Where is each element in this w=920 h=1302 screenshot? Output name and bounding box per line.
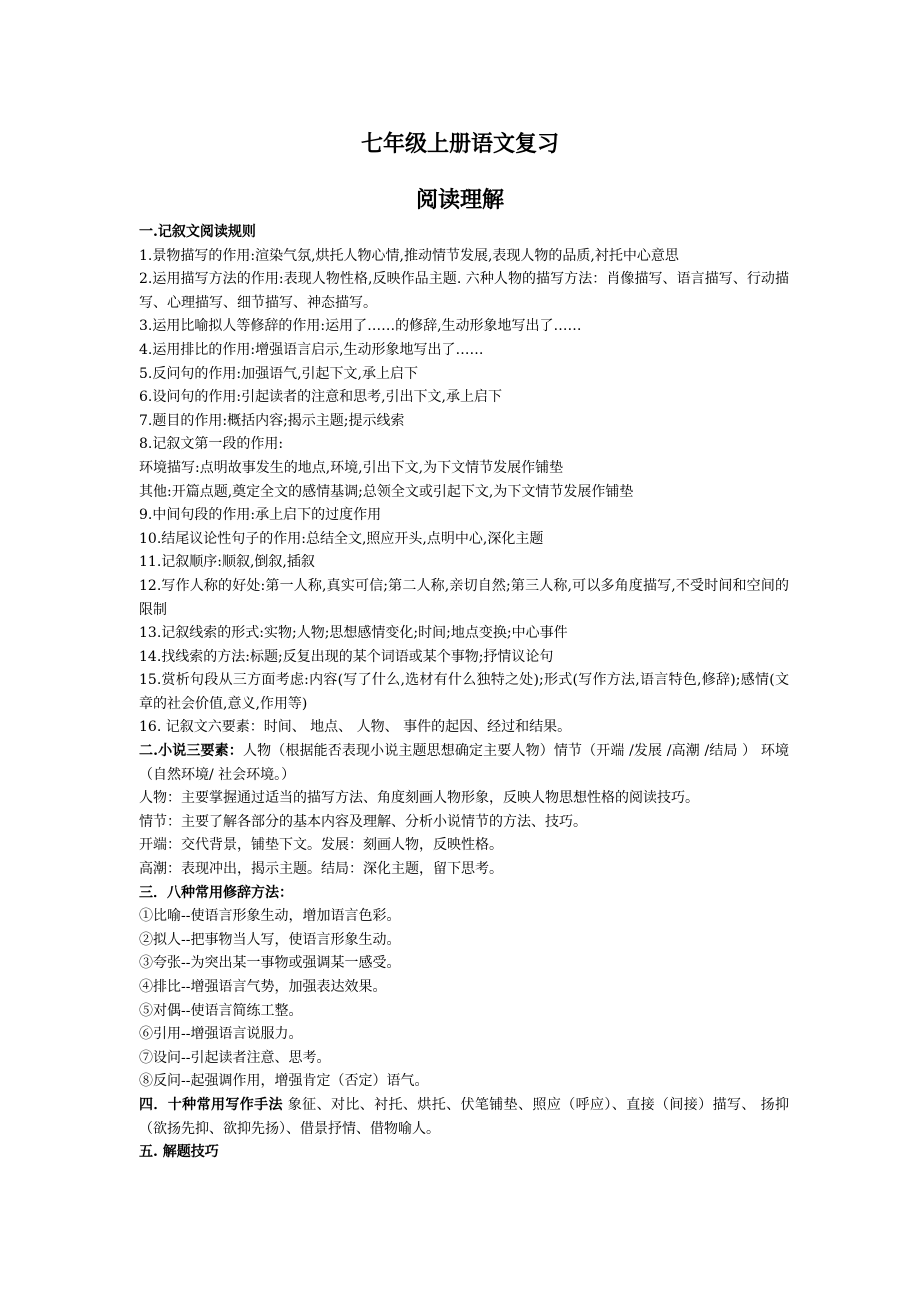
list-item: 11.记叙顺序:顺叙,倒叙,插叙	[139, 554, 315, 571]
list-item: ⑤对偶--使语言简练工整。	[139, 1002, 303, 1019]
list-item: 16. 记叙文六要素：时间、 地点、 人物、 事件的起因、经过和结果。	[139, 719, 572, 736]
list-item: ⑧反问--起强调作用，增强肯定（否定）语气。	[139, 1073, 429, 1090]
list-item: ⑦设问--引起读者注意、思考。	[139, 1049, 331, 1066]
list-item: ④排比--增强语言气势，加强表达效果。	[139, 979, 387, 995]
list-item: 情节：主要了解各部分的基本内容及理解、分析小说情节的方法、技巧。	[139, 813, 587, 830]
section-heading-rest: 人物（根据能否表现小说主题思想确定主要人物）情节（开端 /发展 /高潮 /结局 ） 环境（自然环境/ 社会环境。）	[139, 743, 790, 783]
section-heading-rhetoric: 三．八种常用修辞方法：	[139, 884, 293, 901]
list-item: 8.记叙文第一段的作用:	[139, 436, 284, 453]
list-item: 9.中间句段的作用:承上启下的过度作用	[139, 507, 382, 524]
section-heading-narrative-rules: 一.记叙文阅读规则	[139, 224, 256, 240]
list-item: 6.设问句的作用:引起读者的注意和思考,引出下文,承上启下	[139, 389, 502, 406]
list-item: 开端：交代背景，铺垫下文。发展：刻画人物，反映性格。	[139, 837, 503, 854]
list-item: 高潮：表现冲出，揭示主题。结局：深化主题，留下思考。	[139, 861, 503, 878]
list-item: 环境描写:点明故事发生的地点,环境,引出下文,为下文情节发展作铺垫	[139, 459, 564, 476]
section-writing-techniques	[139, 1094, 789, 1141]
list-item: 13.记叙线索的形式:实物;人物;思想感情变化;时间;地点变换;中心事件	[139, 625, 568, 642]
section-heading-novel-elements: 二.小说三要素：	[139, 743, 243, 760]
list-item: 4.运用排比的作用:增强语言启示,生动形象地写出了……	[139, 341, 484, 358]
list-item: ③夸张--为突出某一事物或强调某一感受。	[139, 955, 401, 972]
list-item: 14.找线索的方法:标题;反复出现的某个词语或某个事物;抒情议论句	[139, 648, 554, 665]
section-heading-problem-solving: 五. 解题技巧	[139, 1144, 219, 1161]
document-subtitle: 阅读理解	[415, 187, 504, 213]
list-item: 7.题目的作用:概括内容;揭示主题;提示线索	[139, 412, 405, 429]
document-title: 七年级上册语文复习	[360, 131, 559, 157]
section-heading-rest: 象征、对比、衬托、烘托、伏笔铺垫、照应（呼应）、直接（间接）描写、 扬抑（欲扬先抑、欲抑先扬）、借景抒情、借物喻人。	[139, 1096, 789, 1137]
list-item: ①比喻--使语言形象生动，增加语言色彩。	[139, 908, 401, 925]
list-item: 人物：主要掌握通过适当的描写方法、角度刻画人物形象，反映人物思想性格的阅读技巧。	[139, 790, 699, 807]
list-item: 12.写作人称的好处:第一人称,真实可信;第二人称,亲切自然;第三人称,可以多角度描写,不受时间和空间的限制	[139, 577, 789, 618]
document-body	[139, 221, 789, 1165]
list-item: ②拟人--把事物当人写，使语言形象生动。	[139, 931, 401, 948]
list-item: ⑥引用--增强语言说服力。	[139, 1026, 303, 1043]
list-item: 2.运用描写方法的作用:表现人物性格,反映作品主题. 六种人物的描写方法：肖像描写、语言描写、行动描写、心理描写、细节描写、神态描写。	[139, 271, 789, 311]
list-item: 15.赏析句段从三方面考虑:内容(写了什么,选材有什么独特之处);形式(写作方法,语言特色,修辞);感情(文章的社会价值,意义,作用等)	[139, 672, 789, 712]
section-novel-elements	[139, 740, 789, 787]
list-item: 5.反问句的作用:加强语气,引起下文,承上启下	[139, 365, 418, 382]
list-item: 1.景物描写的作用:渲染气氛,烘托人物心情,推动情节发展,表现人物的品质,衬托中心意思	[139, 247, 679, 264]
list-item: 10.结尾议论性句子的作用:总结全文,照应开头,点明中心,深化主题	[139, 530, 544, 547]
list-item: 3.运用比喻拟人等修辞的作用:运用了……的修辞,生动形象地写出了……	[139, 318, 582, 335]
list-item: 其他:开篇点题,奠定全文的感情基调;总领全文或引起下文,为下文情节发展作铺垫	[139, 483, 634, 500]
section-heading-writing-techniques: 四．十种常用写作手法	[139, 1096, 283, 1113]
